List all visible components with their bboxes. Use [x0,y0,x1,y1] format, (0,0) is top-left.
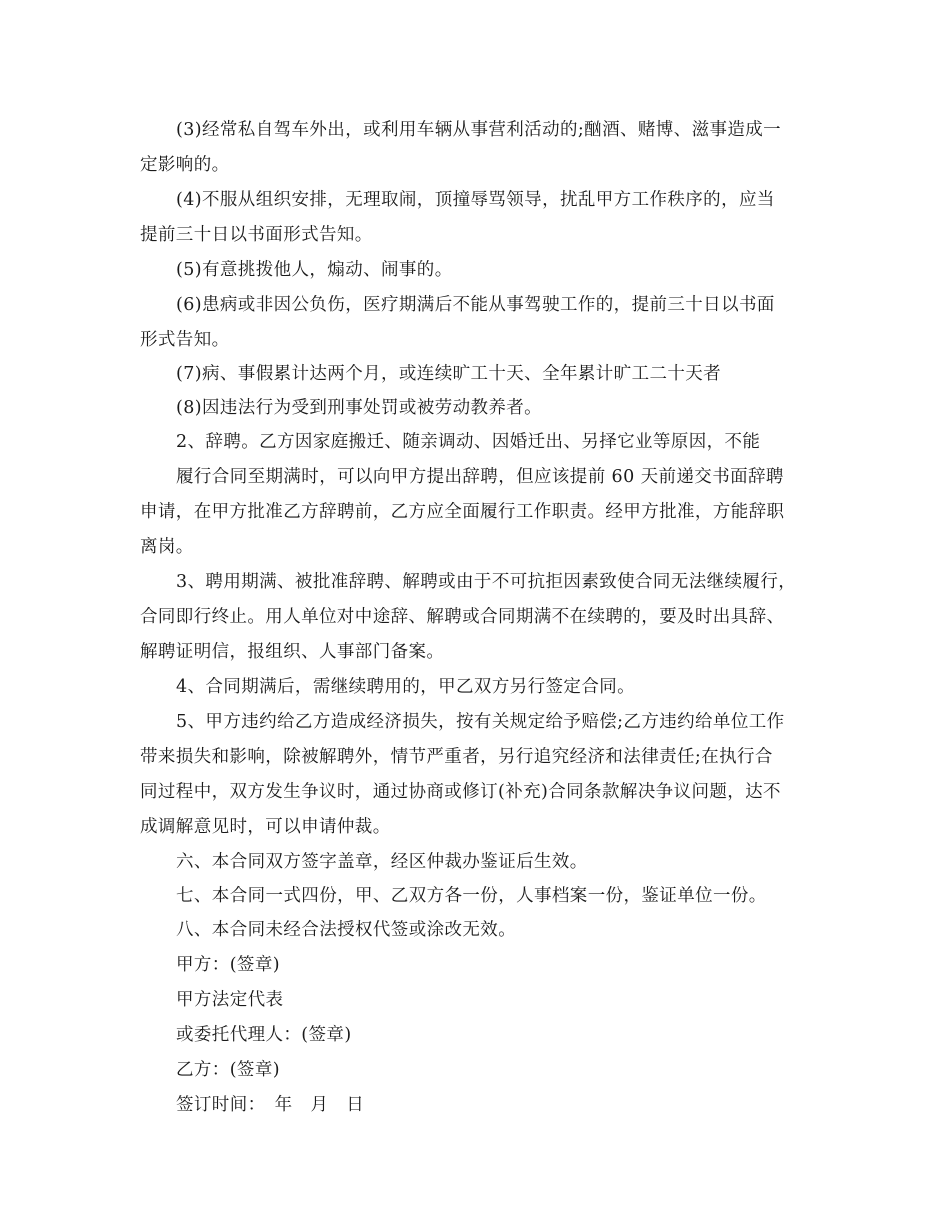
text-line: 申请，在甲方批准乙方辞聘前，乙方应全面履行工作职责。经甲方批准，方能辞职 [140,502,785,522]
text-line: (8)因违法行为受到刑事处罚或被劳动教养者。 [176,398,543,418]
text-line: (6)患病或非因公负伤，医疗期满后不能从事驾驶工作的，提前三十日以书面 [176,295,775,315]
text-line: 六、本合同双方签字盖章，经区仲裁办鉴证后生效。 [176,852,588,872]
signature-agent: 或委托代理人：(签章) [176,1025,352,1045]
text-line: 4、合同期满后，需继续聘用的，甲乙双方另行签定合同。 [176,677,636,697]
text-line: 八、本合同未经合法授权代签或涂改无效。 [176,920,517,940]
text-line: (5)有意挑拨他人，煽动、闹事的。 [176,260,453,280]
text-line: (7)病、事假累计达两个月，或连续旷工十天、全年累计旷工二十天者 [176,364,722,384]
text-line: (3)经常私自驾车外出，或利用车辆从事营利活动的;酗酒、赌博、滋事造成一 [176,120,782,140]
text-line: 定影响的。 [140,155,230,175]
text-line: 2、辞聘。乙方因家庭搬迁、随亲调动、因婚迁出、另择它业等原因，不能 [176,432,761,452]
text-line: 带来损失和影响，除被解聘外，情节严重者，另行追究经济和法律责任;在执行合 [140,747,773,767]
text-line: 3、聘用期满、被批准辞聘、解聘或由于不可抗拒因素致使合同无法继续履行， [176,572,797,592]
text-line: 解聘证明信，报组织、人事部门备案。 [140,642,445,662]
signature-party-b: 乙方：(签章) [176,1060,280,1080]
text-line: 提前三十日以书面形式告知。 [140,225,373,245]
text-line: 形式告知。 [140,330,230,350]
text-line: (4)不服从组织安排，无理取闹，顶撞辱骂领导，扰乱甲方工作秩序的，应当 [176,190,775,210]
text-line: 离岗。 [140,537,194,557]
text-line: 合同即行终止。用人单位对中途辞、解聘或合同期满不在续聘的，要及时出具辞、 [140,607,785,627]
text-line: 履行合同至期满时，可以向甲方提出辞聘，但应该提前 60 天前递交书面辞聘 [176,467,784,487]
signature-representative: 甲方法定代表 [176,990,284,1010]
text-line: 同过程中，双方发生争议时，通过协商或修订(补充)合同条款解决争议问题，达不 [140,782,781,802]
signature-party-a: 甲方：(签章) [176,955,280,975]
text-line: 七、本合同一式四份，甲、乙双方各一份，人事档案一份，鉴证单位一份。 [176,886,767,906]
signing-date: 签订时间： 年 月 日 [176,1095,365,1115]
text-line: 5、甲方违约给乙方造成经济损失，按有关规定给予赔偿;乙方违约给单位工作 [176,712,785,732]
text-line: 成调解意见时，可以申请仲裁。 [140,817,391,837]
